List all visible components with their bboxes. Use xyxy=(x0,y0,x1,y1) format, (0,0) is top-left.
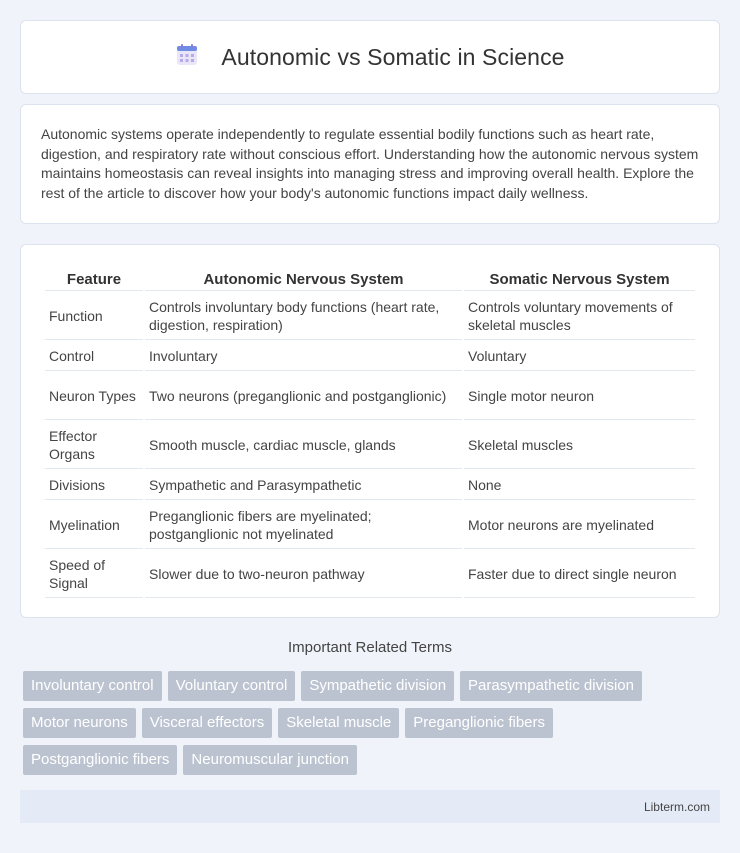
related-terms-title: Important Related Terms xyxy=(288,639,452,656)
title-wrap xyxy=(175,43,564,72)
tag-visceral-effectors[interactable]: Visceral effectors xyxy=(142,708,273,738)
feature-cell: Divisions xyxy=(45,471,143,500)
table-row xyxy=(45,342,695,371)
tag-preganglionic-fibers[interactable]: Preganglionic fibers xyxy=(405,708,553,738)
tag-parasympathetic-division[interactable]: Parasympathetic division xyxy=(460,671,642,701)
tag-involuntary-control[interactable]: Involuntary control xyxy=(23,671,162,701)
tag-neuromuscular-junction[interactable]: Neuromuscular junction xyxy=(183,745,357,775)
feature-cell: Control xyxy=(45,342,143,371)
autonomic-cell: Involuntary xyxy=(145,342,462,371)
autonomic-cell: Preganglionic fibers are myelinated; postganglionic not myelinated xyxy=(145,502,462,549)
footer xyxy=(20,790,720,823)
tag-voluntary-control[interactable]: Voluntary control xyxy=(168,671,296,701)
feature-cell: Effector Organs xyxy=(45,422,143,469)
table-row xyxy=(45,293,695,340)
column-header: Autonomic Nervous System xyxy=(145,267,462,291)
tag-sympathetic-division[interactable]: Sympathetic division xyxy=(301,671,454,701)
feature-cell: Speed of Signal xyxy=(45,551,143,598)
column-header: Feature xyxy=(45,267,143,291)
feature-cell: Neuron Types xyxy=(45,373,143,420)
tag-postganglionic-fibers[interactable]: Postganglionic fibers xyxy=(23,745,177,775)
page-title: Autonomic vs Somatic in Science xyxy=(221,43,565,70)
somatic-cell: None xyxy=(464,471,695,500)
somatic-cell: Skeletal muscles xyxy=(464,422,695,469)
feature-cell: Myelination xyxy=(45,502,143,549)
header-card xyxy=(20,20,720,94)
table-row xyxy=(45,502,695,549)
table-header-row xyxy=(45,267,695,291)
feature-cell: Function xyxy=(45,293,143,340)
tag-motor-neurons[interactable]: Motor neurons xyxy=(23,708,136,738)
footer-brand-link[interactable]: Libterm.com xyxy=(643,799,710,814)
table-row xyxy=(45,471,695,500)
calendar-icon xyxy=(175,43,199,72)
autonomic-cell: Smooth muscle, cardiac muscle, glands xyxy=(145,422,462,469)
comparison-table xyxy=(43,265,697,600)
autonomic-cell: Slower due to two-neuron pathway xyxy=(145,551,462,598)
autonomic-cell: Two neurons (preganglionic and postganglionic) xyxy=(145,373,462,420)
related-terms-tags xyxy=(23,671,713,775)
somatic-cell: Single motor neuron xyxy=(464,373,695,420)
table-row xyxy=(45,422,695,469)
intro-card xyxy=(20,104,720,224)
table-row xyxy=(45,551,695,598)
comparison-table-card xyxy=(20,244,720,618)
somatic-cell: Controls voluntary movements of skeletal muscles xyxy=(464,293,695,340)
column-header: Somatic Nervous System xyxy=(464,267,695,291)
tag-skeletal-muscle[interactable]: Skeletal muscle xyxy=(278,708,399,738)
somatic-cell: Motor neurons are myelinated xyxy=(464,502,695,549)
autonomic-cell: Sympathetic and Parasympathetic xyxy=(145,471,462,500)
table-row xyxy=(45,373,695,420)
autonomic-cell: Controls involuntary body functions (heart rate, digestion, respiration) xyxy=(145,293,462,340)
somatic-cell: Faster due to direct single neuron xyxy=(464,551,695,598)
intro-text: Autonomic systems operate independently to regulate essential bodily functions such as heart rate, digestion, and respiratory rate without conscious effort. Understanding how the autonomic nervous system maintains homeostasis can reveal insights into managing stress and improving overall health. Explore the rest of the article to discover how your body's autonomic functions impact daily wellness. xyxy=(41,126,699,201)
somatic-cell: Voluntary xyxy=(464,342,695,371)
